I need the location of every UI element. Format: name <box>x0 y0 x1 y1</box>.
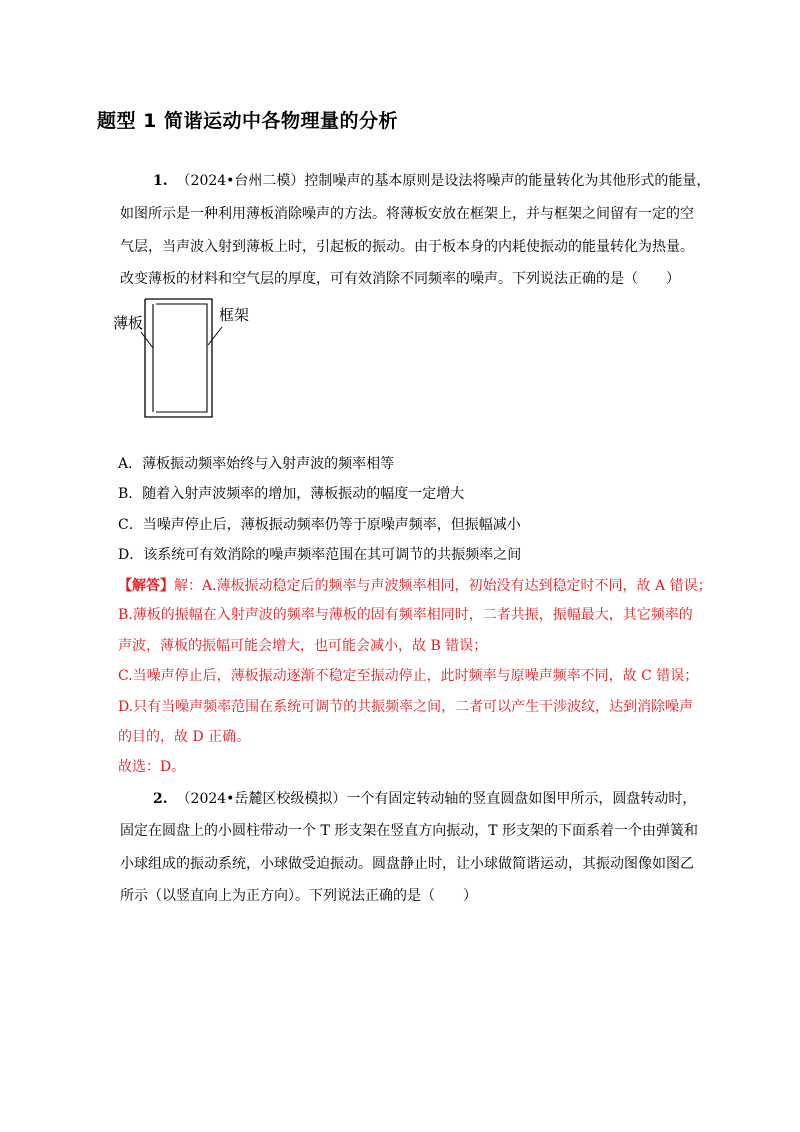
option-c: C．当噪声停止后，薄板振动频率仍等于原噪声频率，但振幅减小 <box>118 517 521 533</box>
section-heading: 题型 1 简谐运动中各物理量的分析 <box>97 110 398 132</box>
question-1-number: 1. <box>153 173 168 189</box>
question-1-line-1 <box>153 171 710 191</box>
answer-tag: 【解答】 <box>118 578 174 594</box>
answer-line-2: B.薄板的振幅在入射声波的频率与薄板的固有频率相同时，二者共振，振幅最大，其它频率的 <box>118 607 693 623</box>
option-a: A．薄板振动频率始终与入射声波的频率相等 <box>118 456 395 472</box>
question-1-line-4: 改变薄板的材料和空气层的厚度，可有效消除不同频率的噪声。下列说法正确的是（ ） <box>120 271 680 287</box>
label-frame: 框架 <box>219 306 250 324</box>
option-b: B．随着入射声波频率的增加，薄板振动的幅度一定增大 <box>118 486 465 502</box>
answer-line-1 <box>118 576 712 596</box>
question-2-line-1 <box>153 789 696 809</box>
answer-text-1: 解：A.薄板振动稳定后的频率与声波频率相同，初始没有达到稳定时不同，故 A 错误； <box>174 578 712 594</box>
answer-line-6: 的目的，故 D 正确。 <box>118 729 251 745</box>
question-2-text-1: （2024•岳麓区校级模拟）一个有固定转动轴的竖直圆盘如图甲所示，圆盘转动时， <box>176 791 697 807</box>
answer-line-5: D.只有当噪声频率范围在系统可调节的共振频率之间，二者可以产生干涉波纹，达到消除噪声 <box>118 699 694 715</box>
option-d: D．该系统可有效消除的噪声频率范围在其可调节的共振频率之间 <box>118 547 522 563</box>
question-1-text-1: （2024•台州二模）控制噪声的基本原则是设法将噪声的能量转化为其他形式的能量， <box>176 173 711 189</box>
question-1-line-3: 气层，当声波入射到薄板上时，引起板的振动。由于板本身的内耗使振动的能量转化为热量。 <box>120 239 694 255</box>
question-1-line-2: 如图所示是一种利用薄板消除噪声的方法。将薄板安放在框架上，并与框架之间留有一定的空 <box>120 206 694 222</box>
answer-line-4: C.当噪声停止后，薄板振动逐渐不稳定至振动停止，此时频率与原噪声频率不同，故 C 错误； <box>118 668 699 684</box>
question-2-line-2: 固定在圆盘上的小圆柱带动一个 T 形支架在竖直方向振动，T 形支架的下面系着一个由弹簧和 <box>120 823 699 839</box>
question-2-line-3: 小球组成的振动系统，小球做受迫振动。圆盘静止时，让小球做简谐运动，其振动图像如图乙 <box>120 856 694 872</box>
label-thin-plate: 薄板 <box>113 314 144 332</box>
plate-leader-line <box>141 332 153 348</box>
frame-inner <box>156 304 207 412</box>
question-2-number: 2. <box>153 791 168 807</box>
frame-leader-line <box>208 327 222 345</box>
question-2-line-4: 所示（以竖直向上为正方向）。下列说法正确的是（ ） <box>120 888 477 904</box>
answer-choice: 故选：D。 <box>118 759 186 775</box>
answer-line-3: 声波，薄板的振幅可能会增大，也可能会减小，故 B 错误； <box>118 638 488 654</box>
frame-outer <box>145 299 212 417</box>
